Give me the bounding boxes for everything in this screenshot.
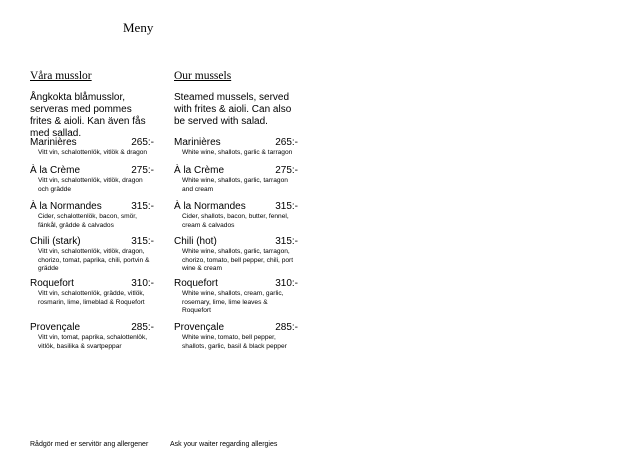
item-description: White wine, shallots, cream, garlic, rosemary, lime, lime leaves & Roquefort — [182, 290, 284, 314]
item-price: 285:- — [131, 322, 154, 333]
column-heading: Our mussels — [174, 70, 232, 82]
item-price: 315:- — [131, 201, 154, 212]
menu-title: Meny — [123, 20, 154, 35]
item-price: 265:- — [275, 137, 298, 148]
item-name: À la Normandes — [30, 201, 102, 212]
item-name: À la Normandes — [174, 201, 246, 212]
menu-item — [30, 201, 154, 230]
menu-item — [174, 201, 298, 230]
menu-item — [174, 137, 298, 158]
allergy-note: Ask your waiter regarding allergies — [170, 441, 278, 448]
item-name: Chili (hot) — [174, 236, 217, 247]
menu-item — [30, 322, 154, 351]
item-description: Vitt vin, schalottenlök, vitlök, dragon och grädde — [38, 177, 143, 193]
item-name: Roquefort — [30, 278, 74, 289]
item-description: White wine, shallots, garlic, tarragon, chorizo, tomato, bell pepper, chili, port wine & cream — [182, 248, 294, 272]
item-name: Chili (stark) — [30, 236, 81, 247]
item-name: Marinières — [174, 137, 221, 148]
item-price: 315:- — [131, 236, 154, 247]
item-description: White wine, shallots, garlic, tarragon and cream — [182, 177, 288, 193]
item-price: 265:- — [131, 137, 154, 148]
menu-item — [30, 278, 154, 307]
item-price: 315:- — [275, 201, 298, 212]
menu-item — [174, 165, 298, 194]
item-description: Vitt vin, tomat, paprika, schalottenlök, vitlök, basilika & svartpeppar — [38, 334, 148, 350]
item-description: Vitt vin, schalottenlök, grädde, vitlök, rosmarin, lime, limeblad & Roquefort — [38, 290, 145, 306]
item-description: Cider, shallots, bacon, butter, fennel, cream & calvados — [182, 213, 289, 229]
item-name: À la Crème — [30, 165, 81, 176]
item-price: 285:- — [275, 322, 298, 333]
item-name: Marinières — [30, 137, 77, 148]
item-price: 310:- — [275, 278, 298, 289]
menu-item — [30, 236, 154, 274]
item-name: Provençale — [174, 322, 225, 333]
allergy-note: Rådgör med er servitör ang allergener — [30, 441, 149, 448]
item-price: 315:- — [275, 236, 298, 247]
menu-item — [174, 278, 298, 316]
item-description: White wine, tomato, bell pepper, shallots, garlic, basil & black pepper — [182, 334, 287, 350]
menu-item — [174, 236, 298, 274]
item-name: Provençale — [30, 322, 81, 333]
item-price: 310:- — [131, 278, 154, 289]
item-description: Vitt vin, schalottenlök, vitlök, dragon, chorizo, tomat, paprika, chili, portvin & grädde — [38, 248, 150, 272]
item-description: Cider, schalottenlök, bacon, smör, fänkål, grädde & calvados — [38, 213, 137, 229]
item-description: Vitt vin, schalottenlök, vitlök & dragon — [38, 149, 148, 156]
menu-item — [174, 322, 298, 351]
column-heading: Våra musslor — [30, 70, 92, 82]
menu-column-swedish — [30, 70, 154, 350]
item-price: 275:- — [275, 165, 298, 176]
item-name: À la Crème — [174, 165, 225, 176]
item-price: 275:- — [131, 165, 154, 176]
item-description: White wine, shallots, garlic & tarragon — [182, 149, 293, 156]
menu-column-english — [174, 70, 298, 350]
item-name: Roquefort — [174, 278, 218, 289]
column-intro: Ångkokta blåmusslor, serveras med pommes frites & aioli. Kan även fås med sallad. — [30, 92, 146, 139]
menu-item — [30, 137, 154, 158]
column-intro: Steamed mussels, served with frites & aioli. Can also be served with salad. — [174, 92, 292, 127]
menu-item — [30, 165, 154, 194]
